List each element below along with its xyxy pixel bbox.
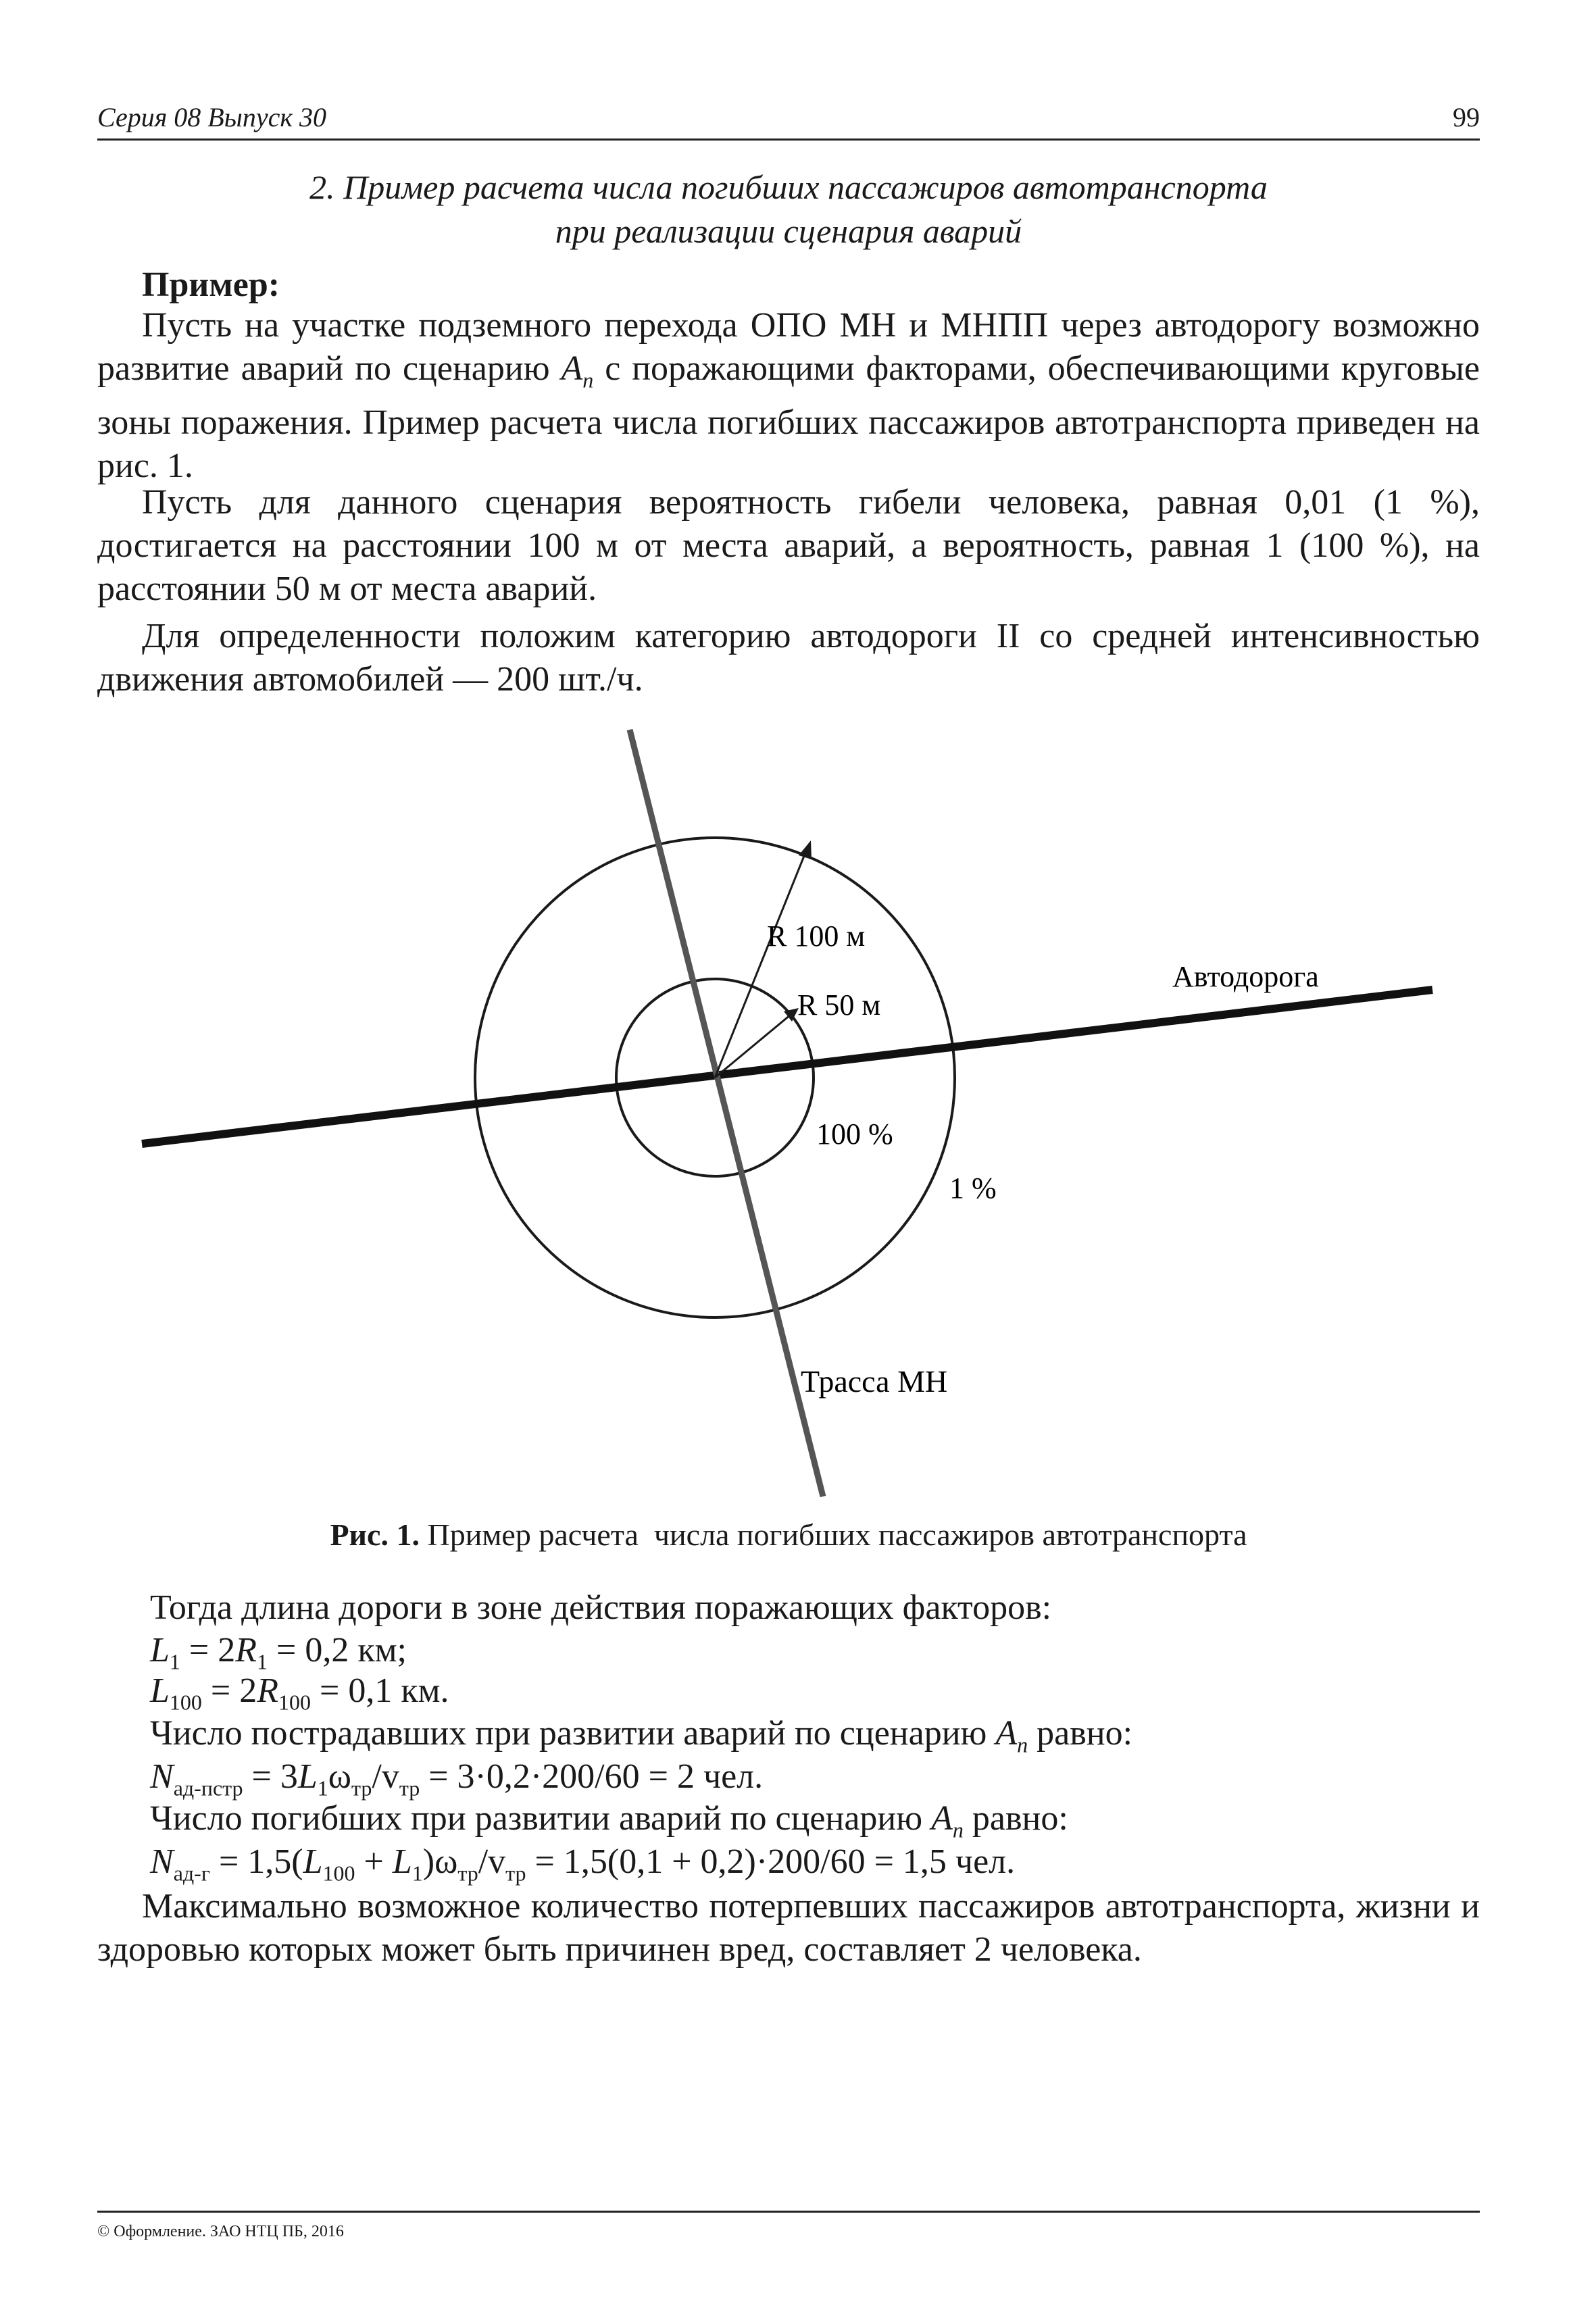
paragraph-1-part-b: с поражающими факторами, обеспечивающими круговые зоны поражения. Пример расчета числа погибших пассажиров автотранспорта приведен на рис. 1.: [97, 349, 1480, 486]
eq4-v: /v: [478, 1842, 506, 1881]
eq4-L100-sub: 100: [322, 1861, 355, 1886]
eq1-rest: = 0,2 км;: [268, 1631, 407, 1669]
eq2-R-sub: 100: [278, 1690, 311, 1715]
equation-L100: [150, 1671, 449, 1715]
eq4-plus: +: [355, 1842, 393, 1881]
equation-dead: [150, 1842, 1015, 1886]
eq4-a: = 1,5(: [209, 1842, 303, 1881]
footer-rule: [97, 2211, 1480, 2213]
label-inner-percent: 100 %: [816, 1117, 893, 1151]
injured-intro: [150, 1713, 1132, 1757]
eq4-omega-sub: тр: [457, 1861, 478, 1886]
caption-text: Пример расчета числа погибших пассажиров автотранспорта: [419, 1517, 1247, 1552]
eq2-mid: = 2: [201, 1671, 257, 1710]
eq4-N: N: [150, 1842, 174, 1881]
calc-intro: Тогда длина дороги в зоне действия поражающих факторов:: [150, 1588, 1052, 1627]
label-outer-percent: 1 %: [949, 1172, 997, 1205]
injured-intro-a: Число пострадавших при развитии аварий по сценарию: [150, 1714, 996, 1753]
eq2-R: R: [257, 1671, 279, 1710]
injured-intro-b: равно:: [1028, 1714, 1133, 1753]
footer-copyright: © Оформление. ЗАО НТЦ ПБ, 2016: [97, 2223, 344, 2240]
eq4-N-sub: ад-г: [173, 1861, 210, 1886]
eq4-L1: L: [392, 1842, 412, 1881]
paragraph-2: Пусть для данного сценария вероятность гибели человека, равная 0,01 (1 %), достигается на расстоянии 100 м от места аварий, а вероятность, равная 1 (100 %), на расстоянии 50 м от места аварий.: [97, 483, 1480, 608]
scenario-symbol: A: [561, 349, 583, 388]
eq1-R: R: [235, 1631, 257, 1669]
running-header-series: Серия 08 Выпуск 30: [97, 102, 327, 132]
eq3-v: /v: [372, 1757, 399, 1796]
pipeline-line: [630, 730, 823, 1496]
paragraph-1-part-a: Пусть на участке подземного перехода ОПО МН и МНПП через автодорогу возможно развитие аварий по сценарию: [97, 306, 1480, 388]
example-heading: Пример:: [142, 266, 280, 304]
label-pipeline: Трасса МН: [801, 1364, 948, 1399]
section-title-line-2: при реализации сценария аварий: [555, 212, 1022, 250]
eq3-N-sub: ад-пстр: [173, 1776, 243, 1801]
page-number: 99: [1453, 102, 1480, 132]
eq1-L: L: [150, 1631, 170, 1669]
eq4-omega: ω: [434, 1842, 458, 1881]
eq3-L-sub: 1: [317, 1776, 328, 1801]
eq1-mid: = 2: [180, 1631, 236, 1669]
eq4-L1-sub: 1: [412, 1861, 423, 1886]
figure-caption: [97, 1517, 1480, 1553]
eq4-v-sub: тр: [505, 1861, 526, 1886]
eq3-omega-sub: тр: [351, 1776, 372, 1801]
label-road: Автодорога: [1172, 960, 1319, 993]
eq2-rest: = 0,1 км.: [311, 1671, 449, 1710]
eq1-R-sub: 1: [257, 1649, 268, 1674]
section-title-line-1: 2. Пример расчета числа погибших пассажиров автотранспорта: [309, 168, 1268, 206]
dead-intro-b: равно:: [963, 1799, 1068, 1838]
dead-intro-a: Число погибших при развитии аварий по сценарию: [150, 1799, 932, 1838]
eq4-L100: L: [303, 1842, 323, 1881]
injured-intro-sub: n: [1017, 1732, 1028, 1757]
eq2-L: L: [150, 1671, 170, 1710]
eq4-rest: = 1,5(0,1 + 0,2)·200/60 = 1,5 чел.: [526, 1842, 1016, 1881]
dead-intro-var: A: [931, 1799, 953, 1838]
eq1-L-sub: 1: [169, 1649, 180, 1674]
eq2-L-sub: 100: [169, 1690, 202, 1715]
label-r50: R 50 м: [797, 988, 881, 1022]
eq3-omega: ω: [328, 1757, 352, 1796]
eq3-N: N: [150, 1757, 174, 1796]
dead-intro: [150, 1799, 1068, 1842]
radius-100-arrow: [715, 853, 805, 1078]
dead-intro-sub: n: [952, 1817, 964, 1842]
eq4-close: ): [422, 1842, 435, 1881]
label-r100: R 100 м: [767, 920, 866, 953]
conclusion-paragraph: Максимально возможное количество потерпевших пассажиров автотранспорта, жизни и здоровью которых может быть причинен вред, составляет 2 человека.: [97, 1887, 1480, 1969]
eq3-v-sub: тр: [399, 1776, 420, 1801]
caption-label: Рис. 1.: [330, 1517, 420, 1552]
eq3-L: L: [297, 1757, 318, 1796]
eq3-rest: = 3·0,2·200/60 = 2 чел.: [420, 1757, 764, 1796]
eq3-a: = 3: [243, 1757, 298, 1796]
equation-injured: [150, 1757, 763, 1801]
equation-L1: [150, 1630, 407, 1674]
injured-intro-var: A: [995, 1714, 1018, 1753]
paragraph-3: Для определенности положим категорию автодороги II со средней интенсивностью движения автомобилей — 200 шт./ч.: [97, 617, 1480, 699]
scenario-subscript: n: [582, 368, 594, 393]
radius-100-arrowhead: [799, 840, 812, 859]
